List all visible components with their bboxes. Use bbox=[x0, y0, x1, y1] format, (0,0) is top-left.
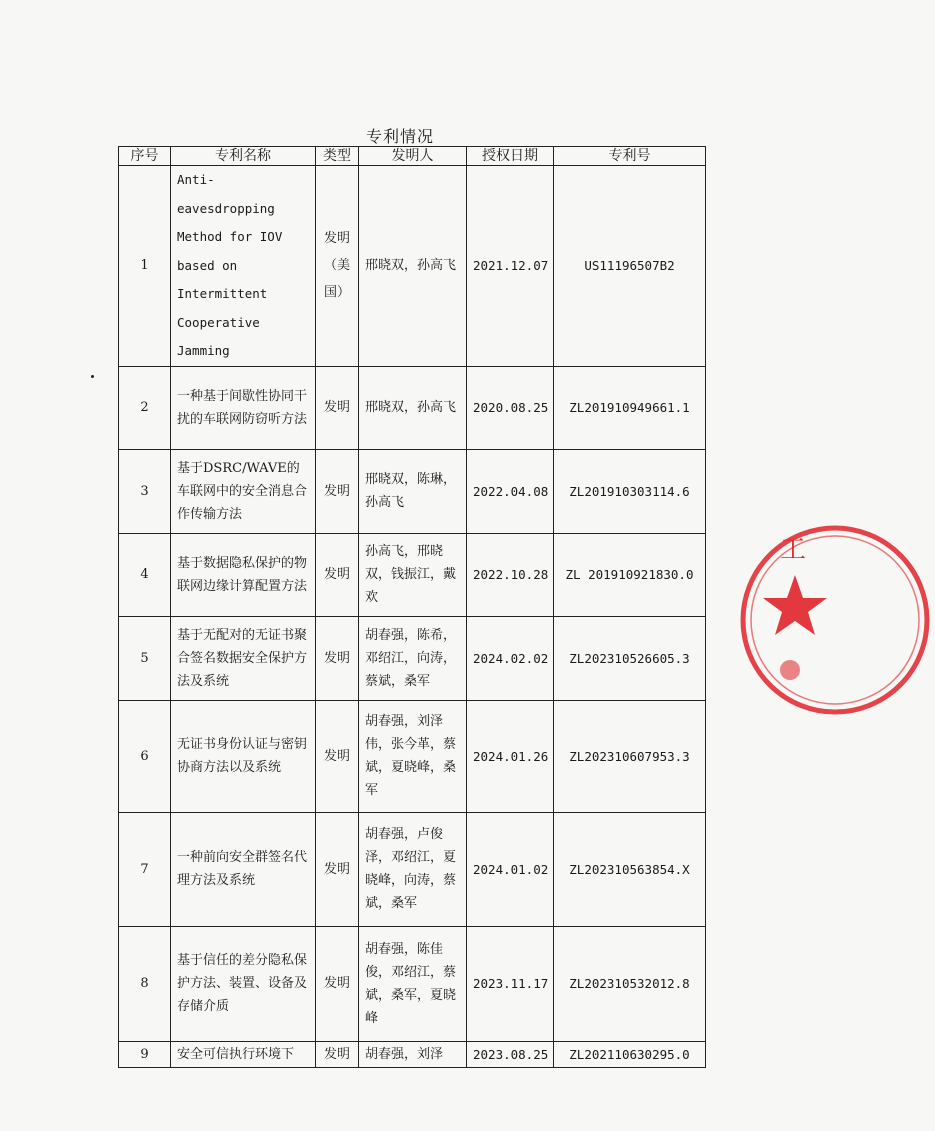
cell-name: Anti-eavesdropping Method for IOV based on Intermittent Cooperative Jamming bbox=[171, 166, 316, 367]
cell-patent-no: ZL202310526605.3 bbox=[554, 616, 706, 700]
cell-patent-no: ZL202310563854.X bbox=[554, 812, 706, 926]
table-header-row bbox=[119, 147, 706, 166]
cell-name: 一种基于间歇性协同干扰的车联网防窃听方法 bbox=[171, 366, 316, 449]
cell-date: 2022.04.08 bbox=[467, 449, 554, 533]
cell-date: 2021.12.07 bbox=[467, 166, 554, 367]
patent-table bbox=[118, 146, 706, 1068]
cell-seq: 6 bbox=[119, 700, 171, 812]
cell-seq: 5 bbox=[119, 616, 171, 700]
table-row bbox=[119, 1041, 706, 1067]
header-seq: 序号 bbox=[119, 147, 171, 166]
cell-seq: 4 bbox=[119, 533, 171, 616]
cell-type: 发明 bbox=[316, 533, 359, 616]
cell-patent-no: ZL202310607953.3 bbox=[554, 700, 706, 812]
cell-date: 2023.08.25 bbox=[467, 1041, 554, 1067]
table-row bbox=[119, 700, 706, 812]
header-inventors: 发明人 bbox=[359, 147, 467, 166]
cell-seq: 3 bbox=[119, 449, 171, 533]
cell-inventors: 胡春强，卢俊泽，邓绍江，夏晓峰，向涛，蔡斌，桑军 bbox=[359, 812, 467, 926]
cell-inventors: 邢晓双，陈琳，孙高飞 bbox=[359, 449, 467, 533]
table-row bbox=[119, 449, 706, 533]
cell-seq: 9 bbox=[119, 1041, 171, 1067]
header-patent-no: 专利号 bbox=[554, 147, 706, 166]
cell-name: 基于无配对的无证书聚合签名数据安全保护方法及系统 bbox=[171, 616, 316, 700]
cell-patent-no: ZL 201910921830.0 bbox=[554, 533, 706, 616]
cell-type: 发明 bbox=[316, 812, 359, 926]
cell-type: 发明 bbox=[316, 616, 359, 700]
table-row bbox=[119, 366, 706, 449]
cell-name: 无证书身份认证与密钥协商方法以及系统 bbox=[171, 700, 316, 812]
cell-type: 发明 bbox=[316, 700, 359, 812]
cell-inventors: 胡春强，陈佳俊，邓绍江，蔡斌，桑军，夏晓峰 bbox=[359, 926, 467, 1041]
cell-date: 2024.01.02 bbox=[467, 812, 554, 926]
cell-type: 发明（美国） bbox=[316, 166, 359, 367]
table-row bbox=[119, 812, 706, 926]
cell-name: 基于信任的差分隐私保护方法、装置、设备及存储介质 bbox=[171, 926, 316, 1041]
cell-date: 2023.11.17 bbox=[467, 926, 554, 1041]
seal-text: 工 bbox=[780, 535, 807, 565]
cell-seq: 2 bbox=[119, 366, 171, 449]
cell-name: 基于数据隐私保护的物联网边缘计算配置方法 bbox=[171, 533, 316, 616]
table-row bbox=[119, 533, 706, 616]
header-date: 授权日期 bbox=[467, 147, 554, 166]
cell-inventors: 邢晓双，孙高飞 bbox=[359, 166, 467, 367]
cell-name: 一种前向安全群签名代理方法及系统 bbox=[171, 812, 316, 926]
cell-name: 安全可信执行环境下 bbox=[171, 1041, 316, 1067]
cell-inventors: 胡春强，刘泽 bbox=[359, 1041, 467, 1067]
cell-name: 基于DSRC/WAVE的车联网中的安全消息合作传输方法 bbox=[171, 449, 316, 533]
cell-patent-no: ZL201910303114.6 bbox=[554, 449, 706, 533]
cell-type: 发明 bbox=[316, 1041, 359, 1067]
cell-patent-no: ZL202110630295.0 bbox=[554, 1041, 706, 1067]
seal-star-icon bbox=[763, 575, 827, 635]
cell-patent-no: US11196507B2 bbox=[554, 166, 706, 367]
cell-inventors: 邢晓双，孙高飞 bbox=[359, 366, 467, 449]
cell-inventors: 胡春强，刘泽伟，张今革，蔡斌，夏晓峰，桑军 bbox=[359, 700, 467, 812]
cell-type: 发明 bbox=[316, 926, 359, 1041]
table-row bbox=[119, 926, 706, 1041]
red-seal-stamp bbox=[735, 520, 935, 720]
header-name: 专利名称 bbox=[171, 147, 316, 166]
cell-seq: 8 bbox=[119, 926, 171, 1041]
cell-patent-no: ZL201910949661.1 bbox=[554, 366, 706, 449]
cell-date: 2024.02.02 bbox=[467, 616, 554, 700]
cell-seq: 7 bbox=[119, 812, 171, 926]
cell-date: 2024.01.26 bbox=[467, 700, 554, 812]
cell-date: 2022.10.28 bbox=[467, 533, 554, 616]
cell-seq: 1 bbox=[119, 166, 171, 367]
cell-date: 2020.08.25 bbox=[467, 366, 554, 449]
cell-inventors: 孙高飞，邢晓双，钱振江，戴欢 bbox=[359, 533, 467, 616]
document-title: 专利情况 bbox=[365, 127, 434, 146]
header-type: 类型 bbox=[316, 147, 359, 166]
table-row bbox=[119, 166, 706, 367]
scan-dot bbox=[91, 375, 94, 378]
cell-patent-no: ZL202310532012.8 bbox=[554, 926, 706, 1041]
table-row bbox=[119, 616, 706, 700]
cell-inventors: 胡春强，陈希，邓绍江，向涛，蔡斌，桑军 bbox=[359, 616, 467, 700]
cell-type: 发明 bbox=[316, 366, 359, 449]
cell-type: 发明 bbox=[316, 449, 359, 533]
